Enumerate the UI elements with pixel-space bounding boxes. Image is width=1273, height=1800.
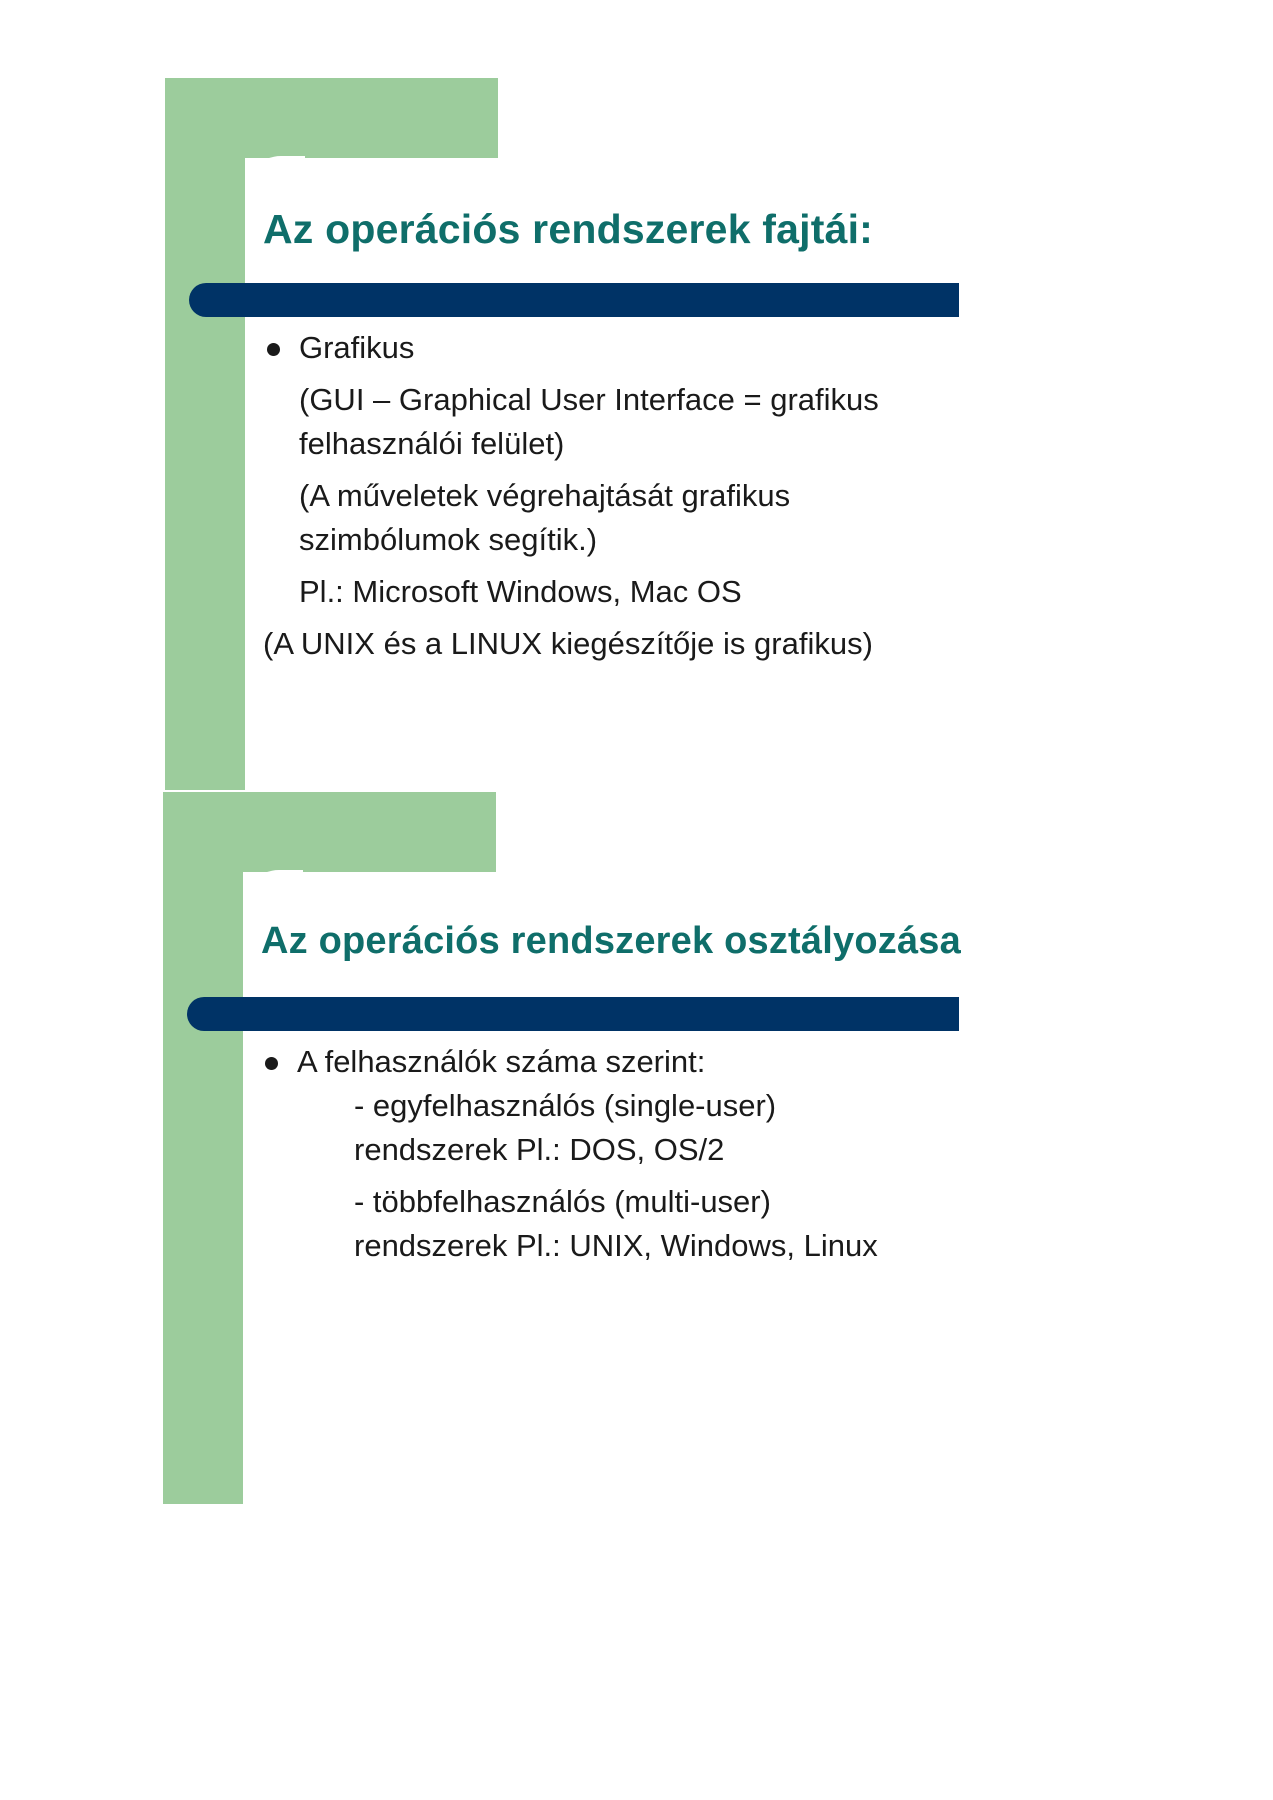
title-underline-bar: [189, 283, 959, 317]
slide-2: [163, 792, 1013, 1504]
decor-green-left: [163, 792, 243, 1504]
title-underline-bar: [187, 997, 959, 1031]
text-line: rendszerek Pl.: UNIX, Windows, Linux: [354, 1228, 878, 1263]
bullet-text: A felhasználók száma szerint:: [297, 1044, 706, 1079]
bullet-dot-icon: [265, 1057, 278, 1070]
slide-1: [165, 78, 1015, 790]
text-line: Pl.: Microsoft Windows, Mac OS: [299, 574, 742, 609]
bullet-text: Grafikus: [299, 330, 415, 365]
bullet-dot-icon: [267, 343, 280, 356]
slide-title: Az operációs rendszerek fajtái:: [263, 206, 874, 252]
text-line: felhasználói felület): [299, 426, 565, 461]
bullet-item: [263, 326, 1003, 370]
text-line: rendszerek Pl.: DOS, OS/2: [354, 1132, 725, 1167]
slide-title: Az operációs rendszerek osztályozása: [261, 920, 961, 962]
slide-content: [263, 326, 1003, 666]
decor-green-left: [165, 78, 245, 790]
text-line: - többfelhasználós (multi-user): [354, 1184, 771, 1219]
slide-content: [261, 1040, 1001, 1268]
footer-note: (A UNIX és a LINUX kiegészítője is grafikus): [263, 626, 873, 661]
text-line: - egyfelhasználós (single-user): [354, 1088, 777, 1123]
text-line: (A műveletek végrehajtását grafikus: [299, 478, 791, 513]
text-line: szimbólumok segítik.): [299, 522, 598, 557]
bullet-item: [261, 1040, 1001, 1084]
text-line: (GUI – Graphical User Interface = grafikus: [299, 382, 879, 417]
